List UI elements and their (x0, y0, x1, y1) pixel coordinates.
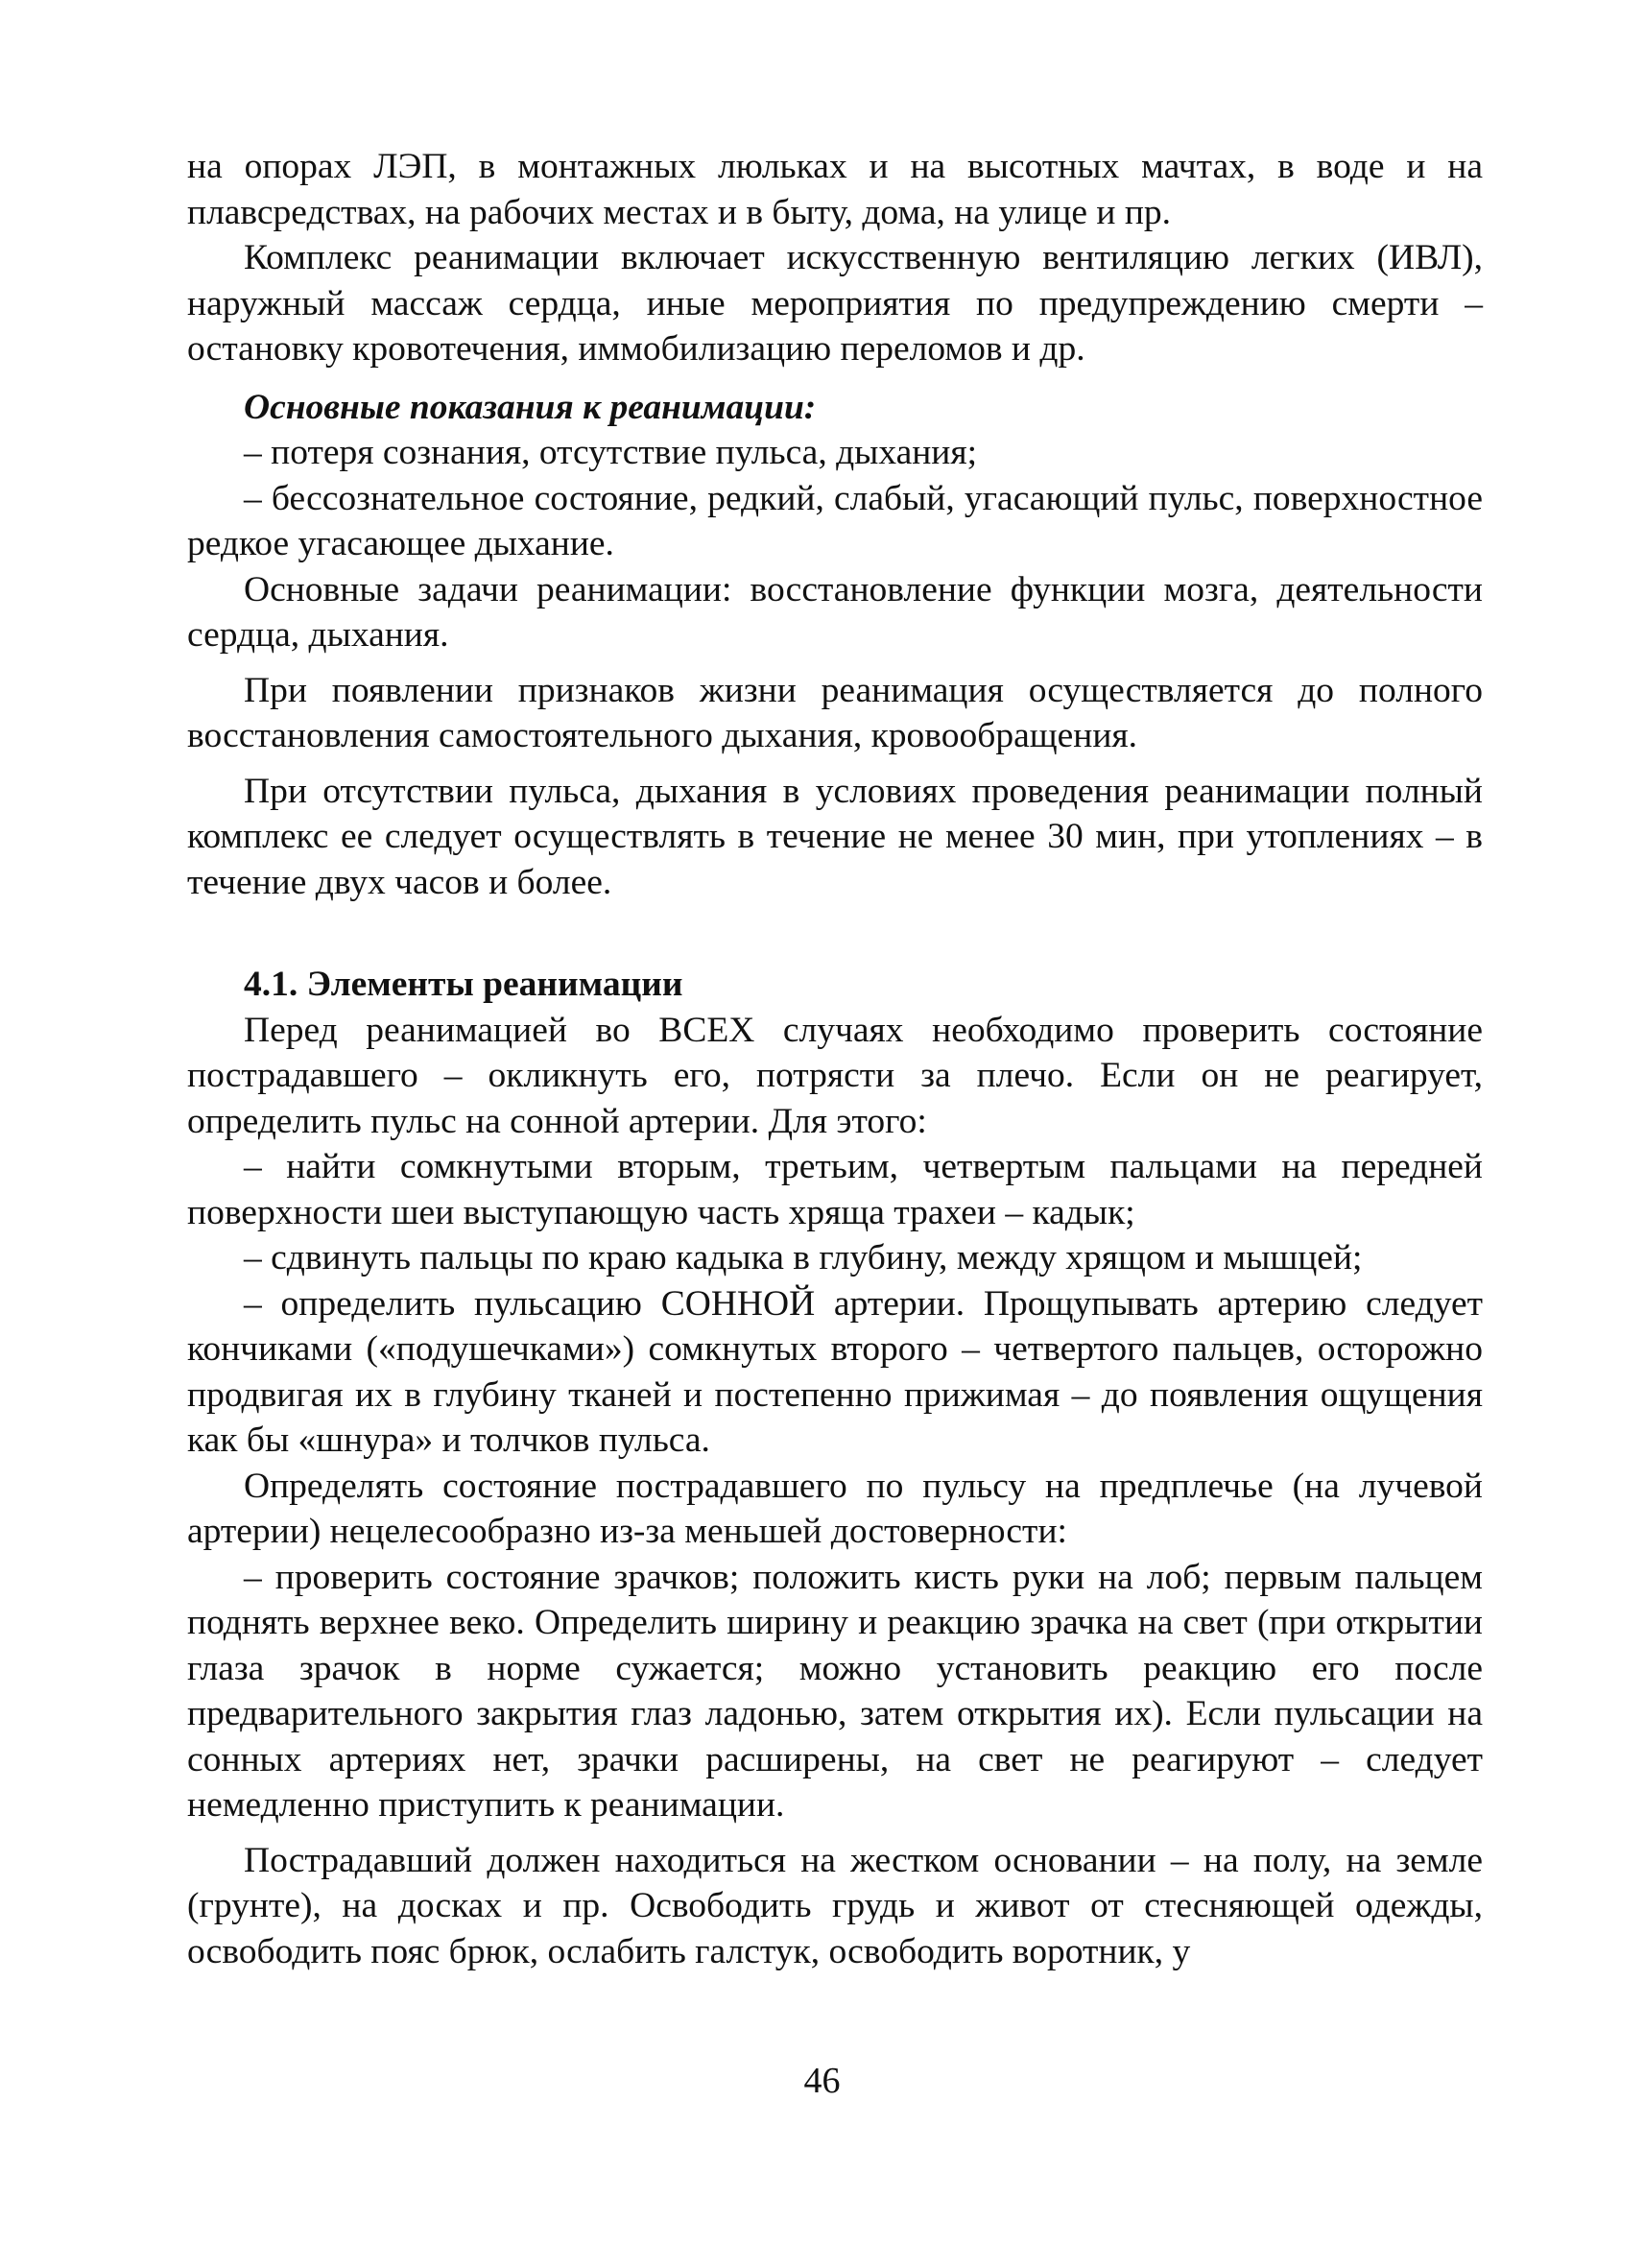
paragraph-continuation: на опорах ЛЭП, в монтажных люльках и на высотных мачтах, в воде и на плавсредствах, на рабочих местах и в быту, дома, на улице и пр. (187, 147, 1483, 232)
list-item-step-2: – сдвинуть пальцы по краю кадыка в глубину, между хрящом и мышцей; (244, 1238, 1363, 1277)
list-item-pupils: – проверить состояние зрачков; положить кисть руки на лоб; первым пальцем поднять верхнее веко. Определить ширину и реакцию зрачка на свет (при открытии глаза зрачок в норме сужается; можно установить реакцию его после предварительного закрытия глаз ладонью, затем открытия их). Если пульсации на сонных артериях нет, зрачки расширены, на свет не реагируют – следует немедленно приступить к реанимации. (187, 1557, 1483, 1825)
paragraph-signs-of-life: При появлении признаков жизни реанимация осуществляется до полного восстановления самостоятельного дыхания, кровообращения. (187, 670, 1483, 755)
list-item-step-1: – найти сомкнутыми вторым, третьим, четвертым пальцами на передней поверхности шеи выступающую часть хряща трахеи – кадык; (187, 1147, 1483, 1232)
list-item-indication-1: – потеря сознания, отсутствие пульса, дыхания; (244, 433, 978, 472)
paragraph-main-tasks: Основные задачи реанимации: восстановление функции мозга, деятельности сердца, дыхания. (187, 569, 1483, 655)
paragraph-forearm-pulse: Определять состояние пострадавшего по пульсу на предплечье (на лучевой артерии) нецелесообразно из-за меньшей достоверности: (187, 1466, 1483, 1551)
paragraph-before-resuscitation: Перед реанимацией во ВСЕХ случаях необходимо проверить состояние пострадавшего – окликнуть его, потрясти за плечо. Если он не реагирует, определить пульс на сонной артерии. Для этого: (187, 1010, 1483, 1141)
body-text (187, 144, 1483, 1974)
paragraph-resuscitation-complex: Комплекс реанимации включает искусственную вентиляцию легких (ИВЛ), наружный массаж сердца, иные мероприятия по предупреждению смерти – остановку кровотечения, иммобилизацию переломов и др. (187, 238, 1483, 369)
subheading-indications: Основные показания к реанимации: (244, 387, 817, 427)
list-item-step-3: – определить пульсацию СОННОЙ артерии. Прощупывать артерию следует кончиками («подушечками») сомкнутых второго – четвертого пальцев, осторожно продвигая их в глубину тканей и постепенно прижимая – до появления ощущения как бы «шнура» и толчков пульса. (187, 1283, 1483, 1460)
paragraph-duration: При отсутствии пульса, дыхания в условиях проведения реанимации полный комплекс ее следует осуществлять в течение не менее 30 мин, при утоплениях – в течение двух часов и более. (187, 771, 1483, 902)
list-item-indication-2: – бессознательное состояние, редкий, слабый, угасающий пульс, поверхностное редкое угасающее дыхание. (187, 478, 1483, 563)
section-title: 4.1. Элементы реанимации (244, 965, 683, 1004)
paragraph-hard-surface: Пострадавший должен находиться на жестком основании – на полу, на земле (грунте), на досках и пр. Освободить грудь и живот от стесняющей одежды, освободить пояс брюк, ослабить галстук, освободить воротник, у (187, 1840, 1483, 1971)
page-number: 46 (803, 2061, 841, 2101)
